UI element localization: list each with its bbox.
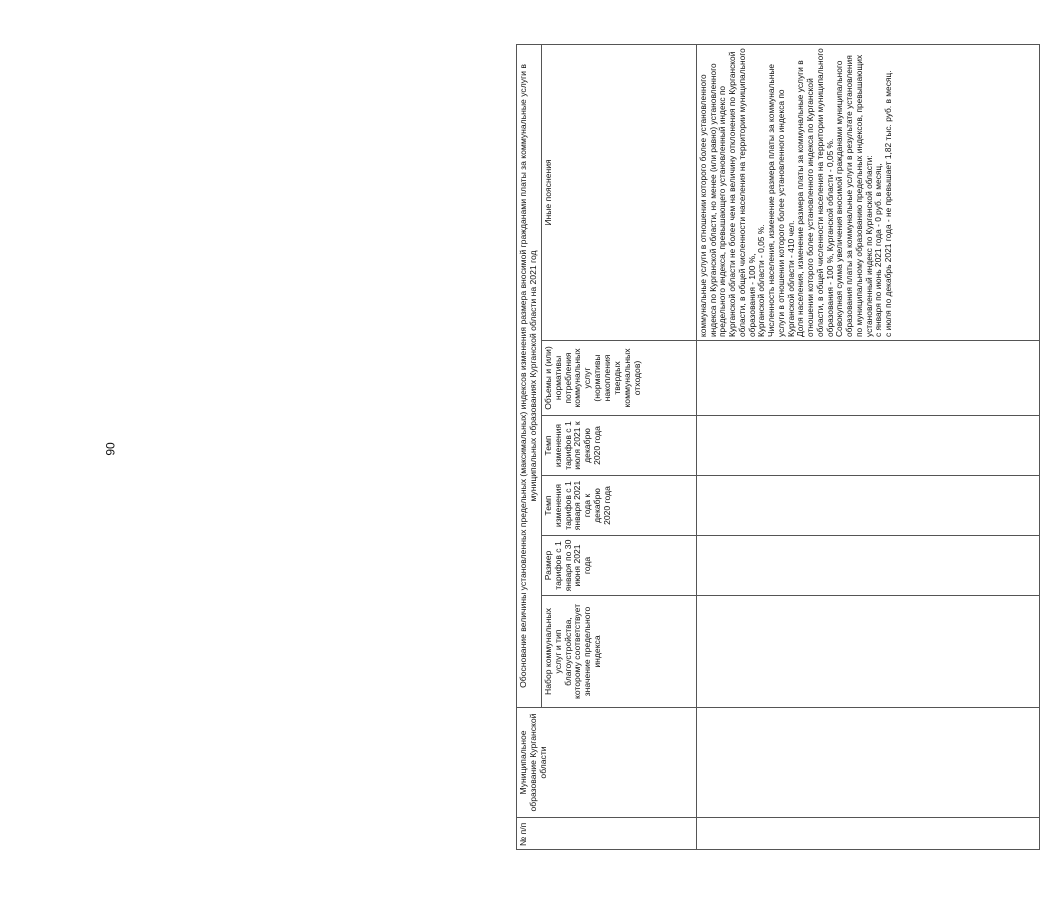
group-header: Обоснование величины установленных предельных (максимальных) индексов изменения размера вносимой гражданами платы за коммунальные услуги в муниципальных образованиях Курганской области на 2021 год — [517, 44, 542, 707]
col-header-rate-jul: Темп изменения тарифов с 1 июля 2021 к декабрю 2020 года — [541, 416, 696, 476]
cell-set — [696, 596, 1039, 708]
cell-volume — [696, 341, 1039, 416]
cell-no — [696, 818, 1039, 850]
note-paragraph: с июля по декабрь 2021 года - не превышает 1,82 тыс. руб. в месяц. — [883, 70, 893, 337]
cell-tariff-size — [696, 536, 1039, 596]
note-paragraph: Курганской области - 0,05 %. — [756, 224, 767, 337]
col-header-volume: Объемы и (или) нормативы потребления коммунальных услуг (нормативы накопления твердых коммунальных отходов) — [541, 341, 696, 416]
col-header-municipality: Муниципальное образование Курганской области — [517, 708, 697, 818]
col-header-other: Иные пояснения — [541, 44, 696, 340]
justification-table — [516, 44, 1040, 850]
col-header-set: Набор коммунальных услуг и тип благоустройства, которому соответствует значение предельного индекса — [541, 596, 696, 708]
rotated-table-frame — [516, 45, 1040, 850]
table-row — [696, 44, 1039, 849]
cell-municipality — [696, 708, 1039, 818]
note-paragraph: с января по июнь 2021 года - 0 руб. в месяц, — [873, 163, 884, 337]
page-number: 90 — [103, 442, 118, 456]
col-header-rate-jan: Темп изменения тарифов с 1 января 2021 года к декабрю 2020 года — [541, 476, 696, 536]
col-header-tariff-size: Размер тарифов с 1 января по 30 июня 2021 года — [541, 536, 696, 596]
note-paragraph: Доля населения, изменение размера платы за коммунальные услуги в отношении которого более установленного индекса по Курганской области, в общей численности населения на территории муниципального образования - 100 %, Курганской области - 0,05 %. — [795, 48, 835, 337]
col-header-no: № п/п — [517, 818, 697, 850]
cell-rate-jul — [696, 416, 1039, 476]
note-paragraph: Совокупная сумма увеличения вносимой гражданами муниципального образования платы за коммунальные услуги в результате установления по муниципальному образованию предельных индексов, превышающих установленный индекс по Курганской области: — [834, 54, 874, 337]
note-paragraph: коммунальные услуги в отношении которого более установленного индекса по Курганской области, но менее (или равно) установленного предельного индекса, превышающего установленный индекс по Курганской области не более чем на величину отклонения по Курганской области, в общей численности населения на территории муниципального образования - 100 %, — [697, 48, 757, 337]
cell-other-notes — [696, 44, 1039, 340]
cell-rate-jan — [696, 476, 1039, 536]
note-paragraph: Численность населения, изменение размера платы за коммунальные услуги в отношении которого более установленного индекса по Курганской области - 410 чел. — [766, 63, 796, 337]
